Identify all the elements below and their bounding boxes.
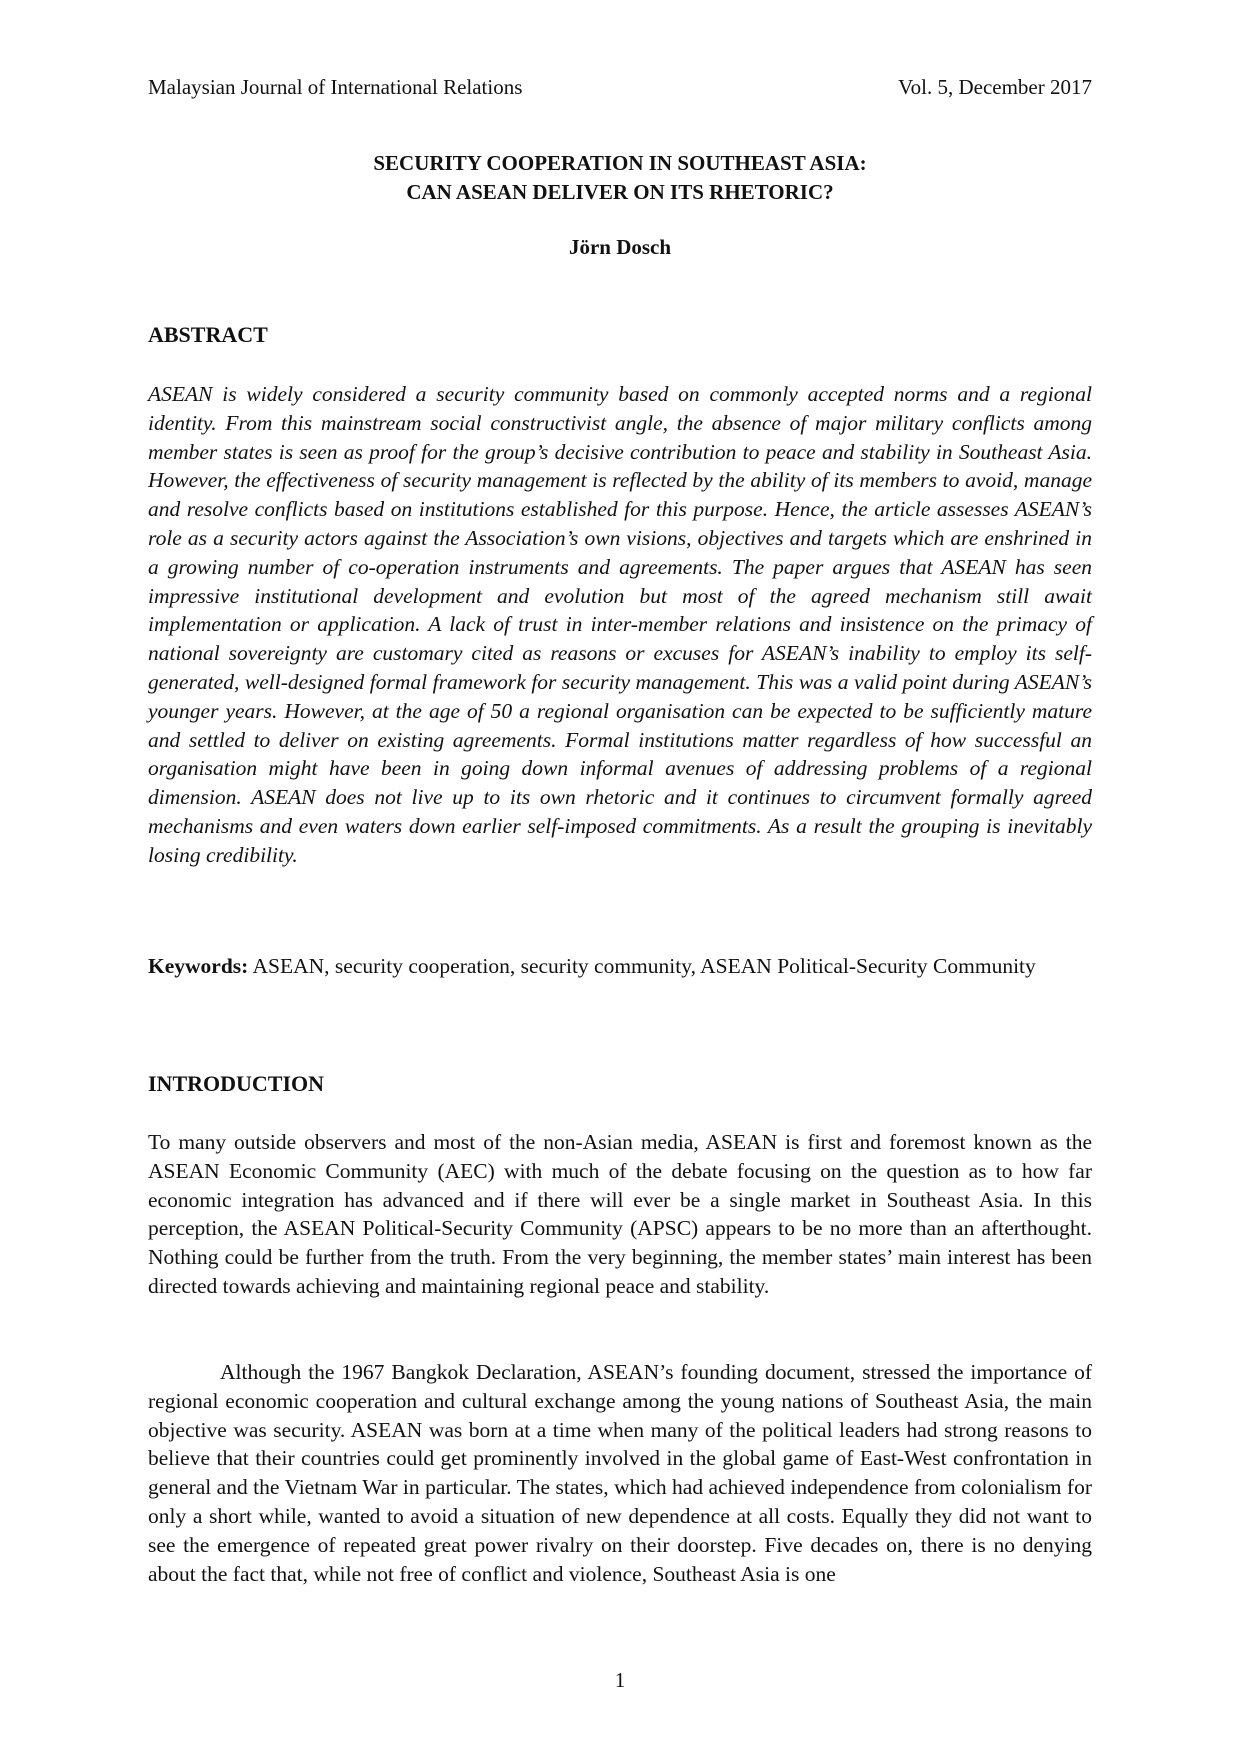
page-number: 1	[614, 1668, 626, 1692]
issue-info: Vol. 5, December 2017	[898, 75, 1092, 99]
introduction-paragraph-2: Although the 1967 Bangkok Declaration, ASEAN’s founding document, stressed the importance of regional economic cooperation and cultural exchange among the young nations of Southeast Asia, the main objective was security. ASEAN was born at a time when many of the political leaders had strong reasons to believe that their countries could get prominently involved in the global game of East-West confrontation in general and the Vietnam War in particular. The states, which had achieved independence from colonialism for only a short while, wanted to avoid a situation of new dependence at all costs. Equally they did not want to see the emergence of repeated great power rivalry on their doorstep. Five decades on, there is no denying about the fact that, while not free of conflict and violence, Southeast Asia is one	[148, 1360, 1092, 1586]
keywords-label: Keywords:	[148, 954, 249, 978]
introduction-paragraph-1: To many outside observers and most of the non-Asian media, ASEAN is first and foremost known as the ASEAN Economic Community (AEC) with much of the debate focusing on the question as to how far economic integration has advanced and if there will ever be a single market in Southeast Asia. In this perception, the ASEAN Political-Security Community (APSC) appears to be no more than an afterthought. Nothing could be further from the truth. From the very beginning, the member states’ main interest has been directed towards achieving and maintaining regional peace and stability.	[148, 1130, 1092, 1298]
author-name: Jörn Dosch	[568, 235, 672, 259]
keywords-text: ASEAN, security cooperation, security community, ASEAN Political-Security Community	[248, 954, 1036, 978]
keywords	[148, 952, 1092, 981]
abstract-heading: ABSTRACT	[148, 322, 268, 347]
journal-name: Malaysian Journal of International Relations	[148, 75, 523, 99]
introduction-heading: INTRODUCTION	[148, 1071, 325, 1096]
article-title-line-1: SECURITY COOPERATION IN SOUTHEAST ASIA:	[373, 151, 867, 175]
article-title-line-2: CAN ASEAN DELIVER ON ITS RHETORIC?	[406, 180, 834, 204]
running-header	[148, 74, 1092, 100]
abstract-text: ASEAN is widely considered a security community based on commonly accepted norms and a regional identity. From this mainstream social constructivist angle, the absence of major military conflicts among member states is seen as proof for the group’s decisive contribution to peace and stability in Southeast Asia. However, the effectiveness of security management is reflected by the ability of its members to avoid, manage and resolve conflicts based on institutions established for this purpose. Hence, the article assesses ASEAN’s role as a security actors against the Association’s own visions, objectives and targets which are enshrined in a growing number of co-operation instruments and agreements. The paper argues that ASEAN has seen impressive institutional development and evolution but most of the agreed mechanism still await implementation or application. A lack of trust in inter-member relations and insistence on the primacy of national sovereignty are customary cited as reasons or excuses for ASEAN’s inability to employ its self-generated, well-designed formal framework for security management. This was a valid point during ASEAN’s younger years. However, at the age of 50 a regional organisation can be expected to be sufficiently mature and settled to deliver on existing agreements. Formal institutions matter regardless of how successful an organisation might have been in going down informal avenues of addressing problems of a regional dimension. ASEAN does not live up to its own rhetoric and it continues to circumvent formally agreed mechanisms and even waters down earlier self-imposed commitments. As a result the grouping is inevitably losing credibility.	[148, 382, 1092, 867]
article-title	[148, 149, 1092, 207]
